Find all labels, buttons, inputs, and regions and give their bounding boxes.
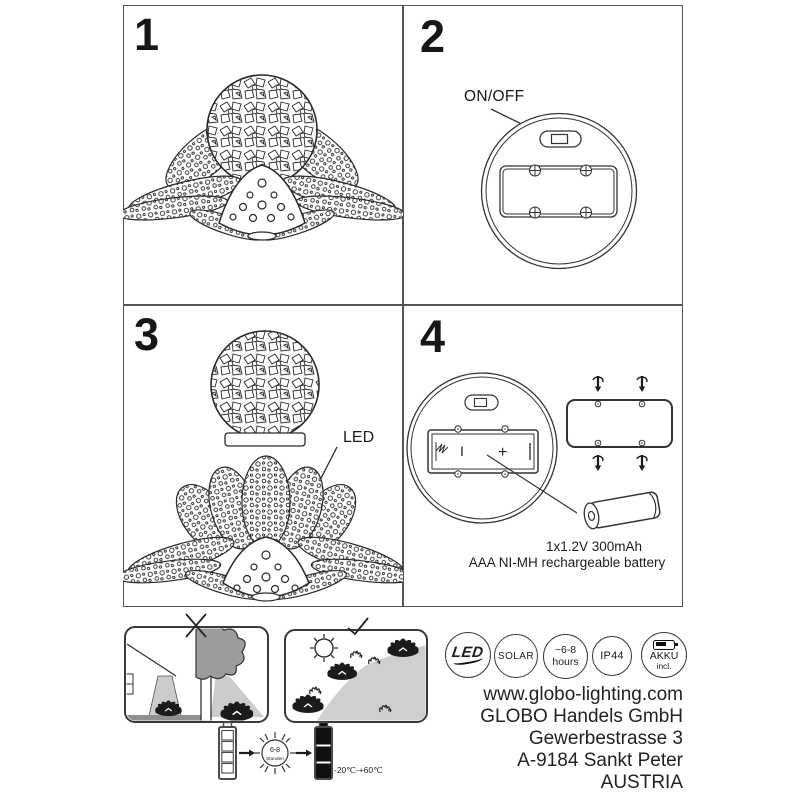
website-url: www.globo-lighting.com	[483, 684, 683, 705]
akku-badge	[641, 632, 687, 678]
step-2-number: 2	[420, 11, 446, 62]
akku-badge-line2: incl.	[656, 660, 672, 671]
led-label: LED	[343, 429, 375, 446]
step-3-exploded-illustration	[123, 305, 403, 607]
step-1-number: 1	[134, 9, 160, 60]
full-battery-icon	[315, 723, 332, 780]
runtime-badge-line1: ~6-8	[554, 644, 577, 656]
crackle-globe	[211, 331, 319, 439]
screw-icon	[637, 455, 647, 471]
globe-base	[225, 433, 305, 446]
battery-spec-line2: AAA NI-MH rechargeable battery	[468, 555, 666, 570]
battery-plus-label: +	[498, 444, 508, 461]
country: AUSTRIA	[600, 772, 683, 794]
step-4-number: 4	[420, 311, 446, 362]
screw-icon	[593, 455, 603, 471]
temperature-range-label: -20℃-+60℃	[334, 765, 383, 775]
sun-hours-label: 6-8	[269, 747, 281, 754]
city-address: A-9184 Sankt Peter	[517, 750, 683, 772]
aaa-battery	[582, 491, 660, 530]
battery-spec-line1: 1x1.2V 300mAh	[545, 539, 643, 554]
on-off-label: ON/OFF	[464, 88, 525, 105]
runtime-badge	[543, 634, 588, 679]
company-name: GLOBO Handels GmbH	[480, 706, 683, 728]
screw-icon	[593, 376, 603, 392]
battery-minus-label: I	[460, 443, 464, 459]
led-badge-label: LED	[451, 644, 485, 661]
wrong-placement-scene	[125, 614, 268, 722]
battery-icon	[653, 640, 675, 650]
led-badge	[445, 632, 491, 678]
cover-plate	[567, 400, 672, 447]
runtime-badge-line2: hours	[552, 655, 579, 668]
akku-badge-line1: AKKU	[649, 649, 679, 662]
arrow-icon	[296, 750, 312, 757]
company-address-block	[380, 684, 683, 794]
empty-battery-icon	[219, 723, 236, 780]
solar-badge	[494, 634, 538, 678]
ip44-badge	[592, 636, 632, 676]
step-1-lotus-lamp-illustration	[123, 5, 403, 305]
arrow-icon	[239, 750, 255, 757]
screw-icon	[637, 376, 647, 392]
street-address: Gewerbestrasse 3	[528, 728, 683, 750]
ip44-badge-label: IP44	[600, 650, 624, 662]
step-4-battery-illustration	[403, 305, 683, 607]
charging-sequence	[219, 723, 383, 780]
solar-badge-label: SOLAR	[498, 650, 534, 662]
step-2-underside-illustration	[403, 5, 683, 305]
floor	[126, 715, 202, 721]
charging-sun-icon	[254, 732, 296, 774]
sun-stunden-label: Stunden	[266, 757, 284, 762]
step-3-number: 3	[134, 309, 160, 360]
switch-knob	[552, 135, 568, 144]
